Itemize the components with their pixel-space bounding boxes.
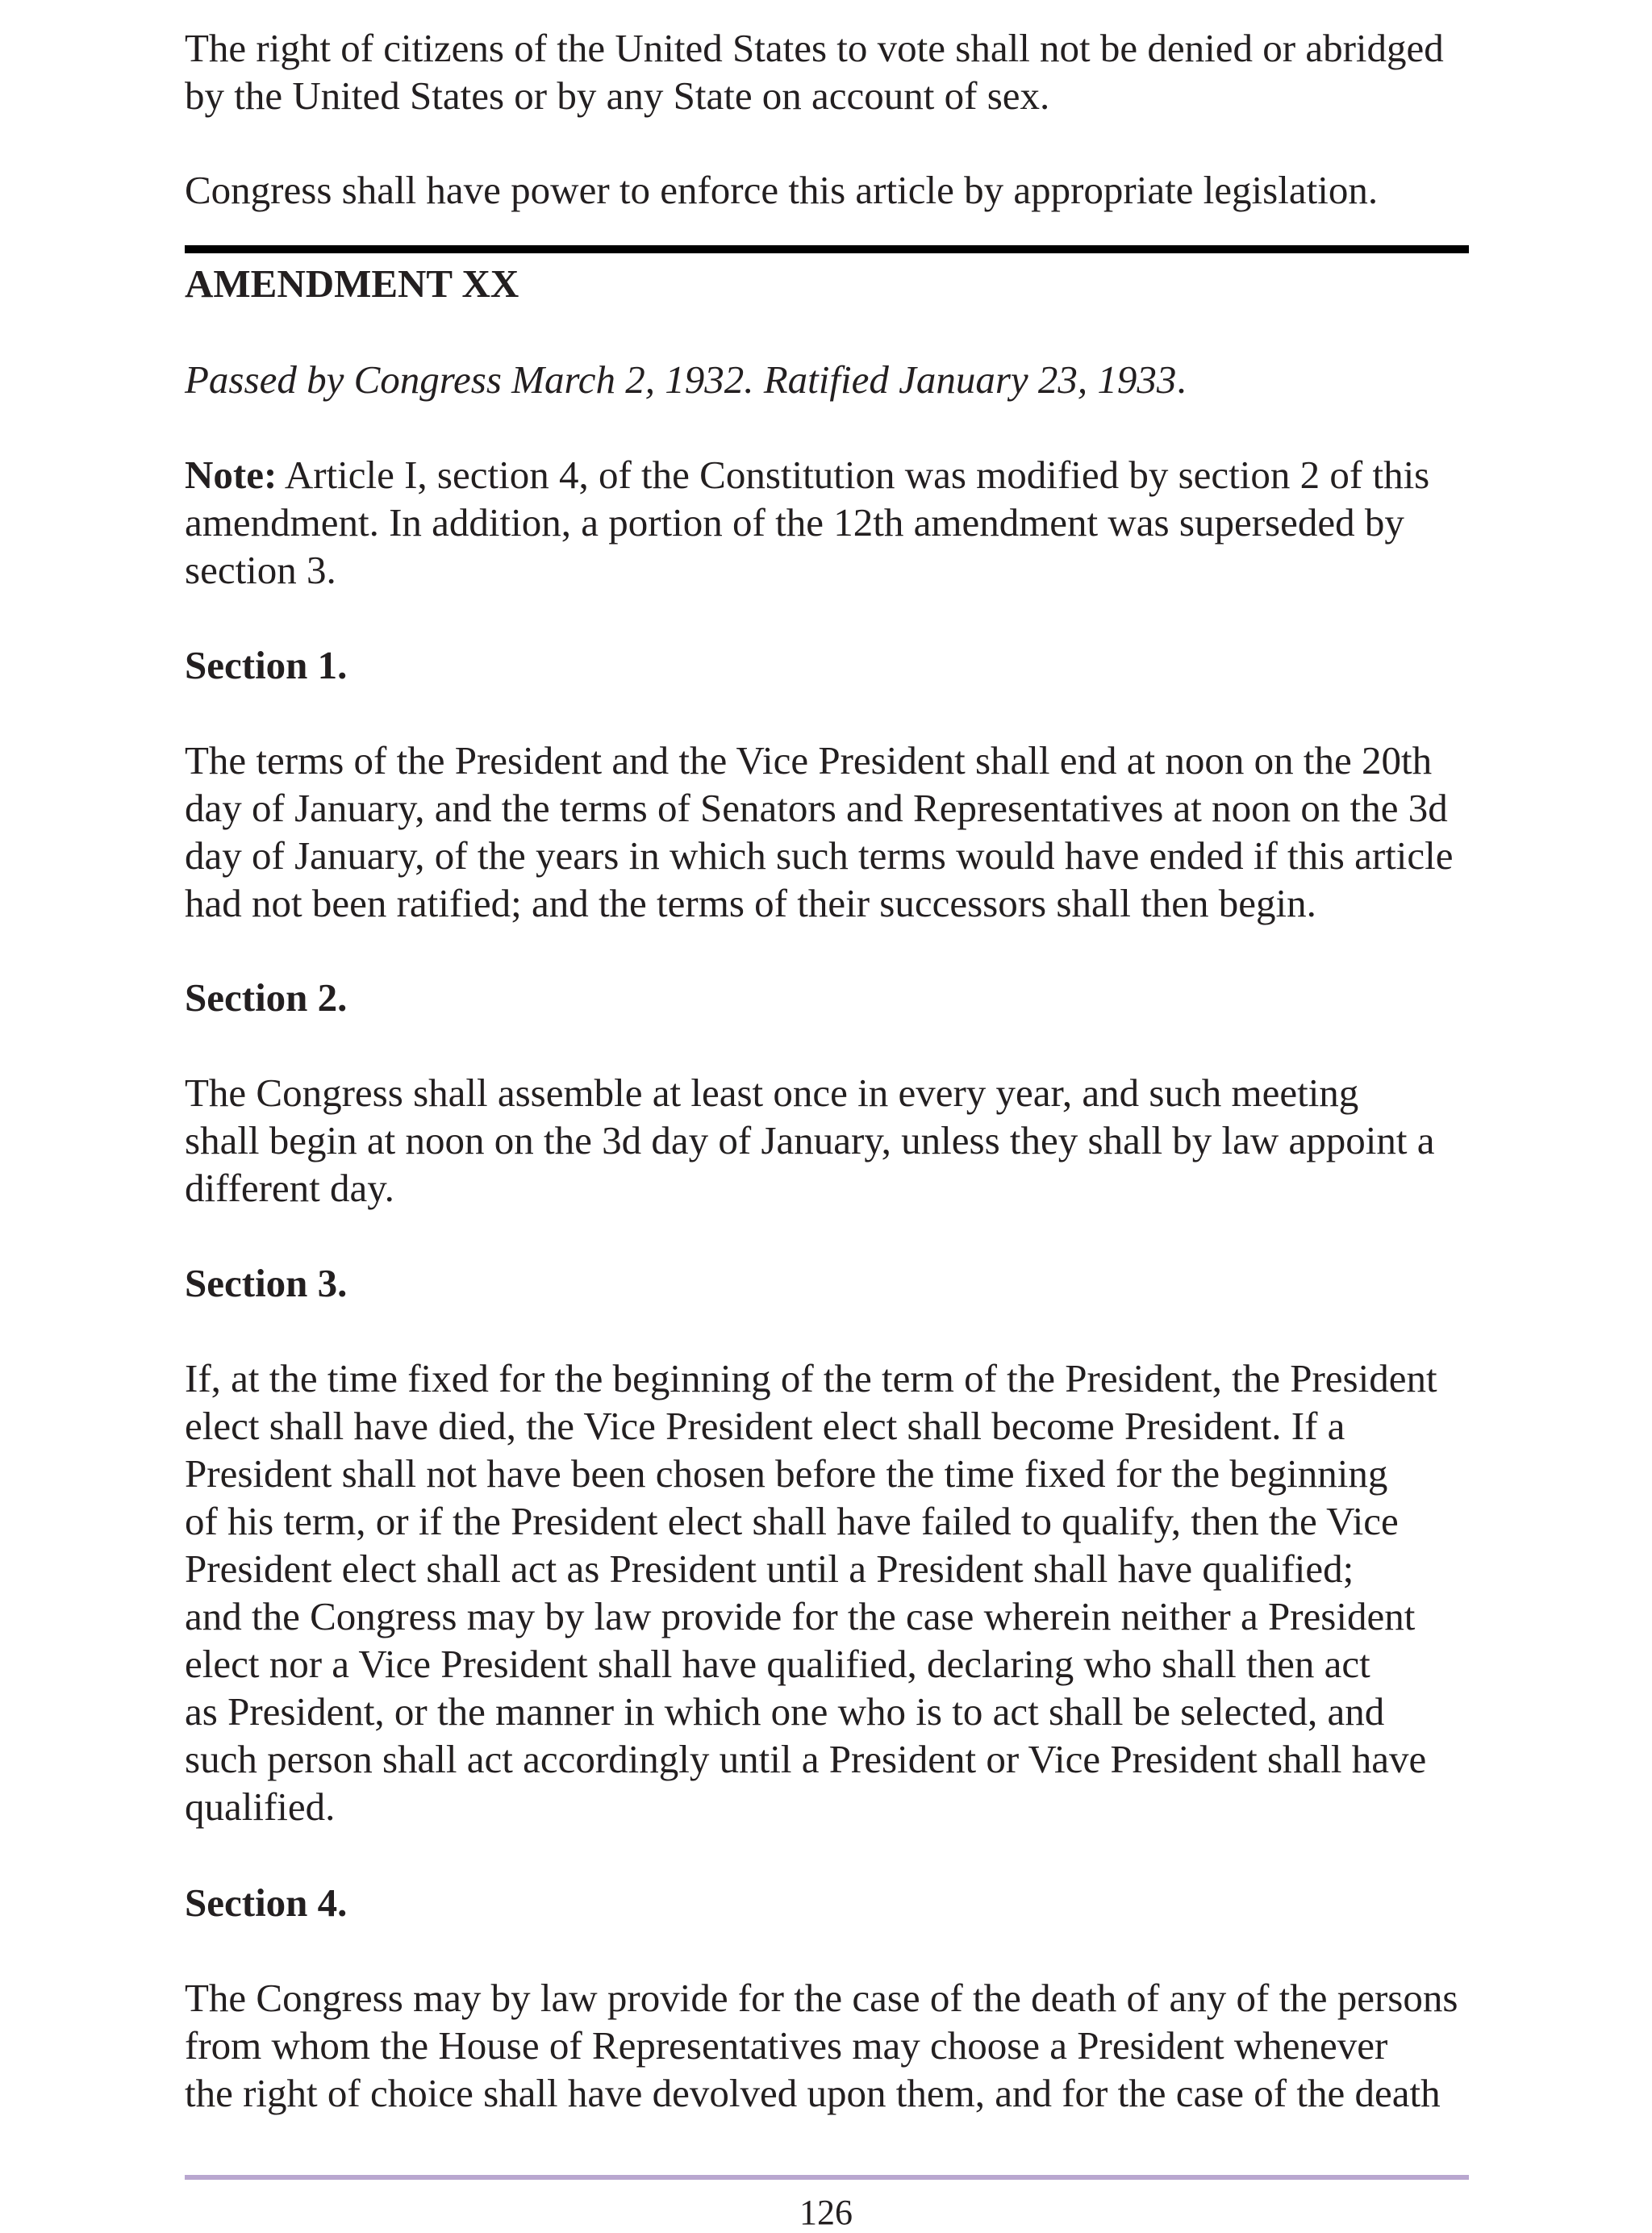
text-line: section 3. — [185, 548, 336, 592]
note-label: Note: — [185, 453, 277, 497]
section-3-body — [185, 1354, 1437, 1830]
note-text: Article I, section 4, of the Constitution was modified by section 2 of this — [277, 453, 1430, 497]
text-line: different day. — [185, 1166, 394, 1210]
text-line: had not been ratified; and the terms of their successors shall then begin. — [185, 881, 1316, 925]
text-line: President elect shall act as President until a President shall have qualified; — [185, 1546, 1354, 1591]
text-line: The right of citizens of the United States to vote shall not be denied or abridged — [185, 26, 1444, 70]
text-line: elect shall have died, the Vice President elect shall become President. If a — [185, 1404, 1345, 1448]
text-line: as President, or the manner in which one who is to act shall be selected, and — [185, 1689, 1385, 1734]
section-4-heading: Section 4. — [185, 1880, 348, 1925]
text-line: qualified. — [185, 1784, 336, 1829]
text-line: amendment. In addition, a portion of the 12th amendment was superseded by — [185, 500, 1404, 545]
section-2-body — [185, 1069, 1435, 1212]
text-line — [185, 451, 1429, 499]
amendment-passed-line — [185, 356, 1187, 403]
section-1-heading: Section 1. — [185, 643, 348, 687]
text-line: elect nor a Vice President shall have qualified, declaring who shall then act — [185, 1642, 1370, 1686]
page-number: 126 — [799, 2193, 853, 2232]
text-line: such person shall act accordingly until a President or Vice President shall have — [185, 1737, 1427, 1781]
text-line: from whom the House of Representatives may choose a President whenever — [185, 2023, 1388, 2068]
section-1-body — [185, 737, 1454, 927]
text-line: day of January, of the years in which such terms would have ended if this article — [185, 833, 1454, 878]
intro-paragraph-1 — [185, 24, 1444, 119]
passed-period: . — [1176, 357, 1187, 402]
text-line: and the Congress may by law provide for the case wherein neither a President — [185, 1594, 1416, 1638]
text-line: The terms of the President and the Vice President shall end at noon on the 20th — [185, 738, 1433, 783]
amendment-note — [185, 451, 1429, 594]
text-line: shall begin at noon on the 3d day of January, unless they shall by law appoint a — [185, 1118, 1435, 1162]
section-4-body — [185, 1974, 1458, 2117]
text-line: the right of choice shall have devolved upon them, and for the case of the death — [185, 2071, 1441, 2115]
passed-ratified-text: Passed by Congress March 2, 1932. Ratified January 23, 1933 — [185, 357, 1177, 402]
intro-paragraph-2 — [185, 166, 1378, 214]
section-3-heading: Section 3. — [185, 1261, 348, 1305]
amendment-heading: AMENDMENT XX — [185, 261, 519, 306]
text-line: day of January, and the terms of Senators and Representatives at noon on the 3d — [185, 786, 1448, 830]
text-line: Congress shall have power to enforce this article by appropriate legislation. — [185, 168, 1379, 212]
text-line: by the United States or by any State on account of sex. — [185, 73, 1050, 118]
footer-divider — [185, 2175, 1469, 2180]
text-line: The Congress may by law provide for the case of the death of any of the persons — [185, 1976, 1458, 2020]
text-line: The Congress shall assemble at least once in every year, and such meeting — [185, 1071, 1359, 1115]
text-line: of his term, or if the President elect shall have failed to qualify, then the Vice — [185, 1499, 1399, 1543]
section-2-heading: Section 2. — [185, 975, 348, 1020]
text-line: President shall not have been chosen before the time fixed for the beginning — [185, 1451, 1388, 1496]
text-line: If, at the time fixed for the beginning of the term of the President, the President — [185, 1356, 1437, 1400]
amendment-divider — [185, 245, 1469, 253]
